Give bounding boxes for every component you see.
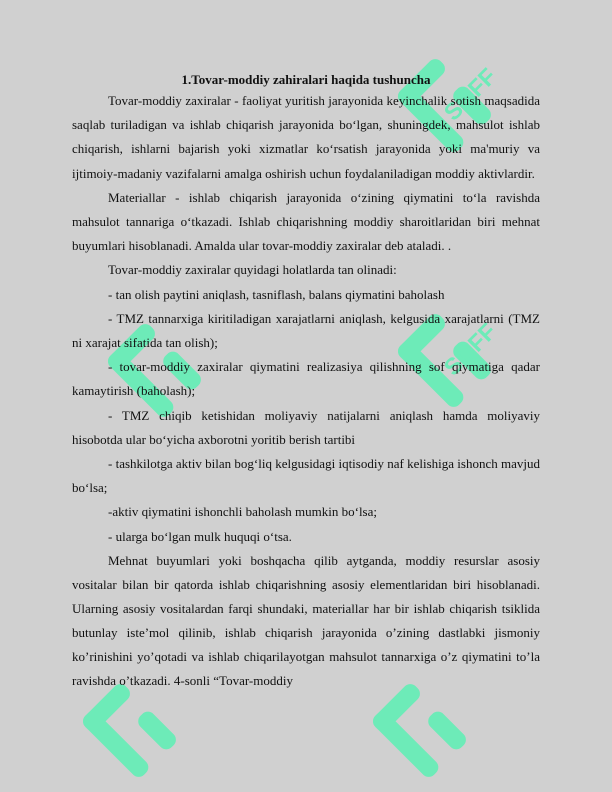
- title-text: .Tovar-moddiy zahiralari haqida tushuncha: [188, 72, 431, 87]
- document-title: [72, 71, 540, 89]
- watermark-text: SOFF: [438, 63, 502, 126]
- paragraph-recognition-intro: Tovar-moddiy zaxiralar quyidagi holatlarda tan olinadi:: [108, 262, 397, 278]
- list-item: - tan olish paytini aniqlash, tasniflash, balans qiymatini baholash: [108, 286, 445, 302]
- list-item: - TMZ tannarxiga kiritiladigan xarajatlarni aniqlash, kelgusida xarajatlarni (TMZ ni xarajat sifatida tan olish);: [72, 310, 540, 351]
- list-item: - tashkilotga aktiv bilan bog‘liq kelgusidagi iqtisodiy naf kelishiga ishonch mavjud bo‘lsa;: [72, 456, 540, 496]
- list-item: -aktiv qiymatini ishonchli baholash mumkin bo‘lsa;: [108, 504, 377, 520]
- list-item: - tovar-moddiy zaxiralar qiymatini realizasiya qilishning sof qiymatiga qadar kamaytirish (baholash);: [72, 359, 540, 399]
- watermark-text: SOFF: [438, 318, 502, 381]
- paragraph-definition: Tovar-moddiy zaxiralar - faoliyat yuritish jarayonida keyinchalik sotish maqsadida saqlab turiladigan va ishlab chiqarish jarayonida bo‘lgan, shuningdek, mahsulot ishlab chiqarish, ishlarni bajarish yoki xizmatlar ko‘rsatish jarayonida yoki ma'muriy va ijtimoiy-madaniy vazifalarni amalga oshirish uchun foydalaniladigan moddiy aktivlardir.: [72, 93, 540, 181]
- paragraph-materials: Materiallar - ishlab chiqarish jarayonida o‘zining qiymatini to‘la ravishda mahsulot tannariga o‘tkazadi. Ishlab chiqarishning moddiy sharoitlaridan biri mehnat buyumlari hisoblanadi. Amalda ular tovar-moddiy zaxiralar deb ataladi. .: [72, 189, 540, 254]
- title-number: 1: [181, 72, 188, 87]
- document-page: [72, 71, 540, 693]
- list-item: - ularga bo‘lgan mulk huquqi o‘tsa.: [108, 528, 292, 544]
- paragraph-labour-items: Mehnat buyumlari yoki boshqacha qilib aytganda, moddiy resurslar asosiy vositalar bilan bir qatorda ishlab chiqarishning asosiy elementlaridan biri hisoblanadi. Ularning asosiy vositalardan farqi shundaki, materiallar har bir ishlab chiqarish tsiklida butunlay iste’mol qilinib, ishlab chiqarish jarayonida o’zining dastlabki jismoniy ko’rinishini yo’qotadi va ishlab chiqarilayotgan mahsulot tannarxiga o’z qiymatini to’la ravishda o’tkazadi. 4-sonli “Tovar-moddiy: [72, 552, 540, 688]
- list-item: - TMZ chiqib ketishidan moliyaviy natijalarni aniqlash hamda moliyaviy hisobotda ular bo‘yicha axborotni yoritib berish tartibi: [72, 407, 540, 447]
